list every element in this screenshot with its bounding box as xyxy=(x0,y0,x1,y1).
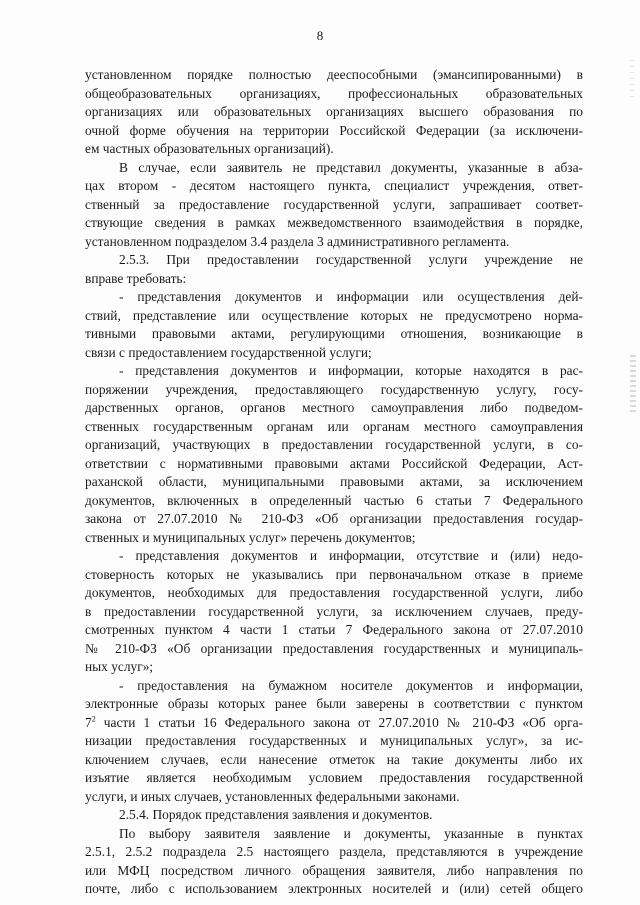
text-line: цах втором - десятом настоящего пункта, специалист учреждения, ответ- xyxy=(85,178,583,193)
text-line xyxy=(85,714,583,733)
scan-artifact xyxy=(630,60,634,100)
text-line: вправе требовать: xyxy=(85,270,187,286)
text-line: 2.5.1, 2.5.2 подраздела 2.5 настоящего раздела, представляются в учреждение xyxy=(85,844,583,859)
text-line: документов, включенных в определенный частью 6 статьи 7 Федерального xyxy=(85,492,583,508)
text-line: дарственных органов, органов местного самоуправления либо подведом- xyxy=(85,400,583,415)
text-line: связи с предоставлением государственной услуги; xyxy=(85,344,372,360)
text-line: - представления документов и информации, отсутствие и (или) недо- xyxy=(119,548,583,563)
text-line: № 210-ФЗ «Об организации предоставления государственных и муниципаль- xyxy=(85,640,583,656)
page-number: 8 xyxy=(316,28,324,43)
document-body xyxy=(85,66,583,899)
text-line: ем частных образовательных организаций). xyxy=(85,141,334,156)
text-line: - предоставления на бумажном носителе документов и информации, xyxy=(119,677,583,693)
text-fragment: 7 xyxy=(85,714,92,730)
text-line: В случае, если заявитель не представил документы, указанные в абза- xyxy=(119,159,583,175)
text-line: ключением случаев, если нанесение отметок на такие документы либо их xyxy=(85,751,583,767)
scan-artifact xyxy=(630,355,636,415)
text-line: изъятие является необходимым условием предоставления государственной xyxy=(85,770,583,785)
text-line: ственных и муниципальных услуг» перечень документов; xyxy=(85,529,416,545)
text-line: ственных государственным органам или органам местного самоуправления xyxy=(85,418,583,434)
text-line: организациях или образовательных организациях высшего образования по xyxy=(85,104,583,119)
superscript: 2 xyxy=(91,714,96,724)
text-line: организаций, участвующих в предоставлении государственной услуги, в со- xyxy=(85,437,583,452)
text-line: или МФЦ посредством личного обращения заявителя, либо направления по xyxy=(85,862,583,878)
text-line: установленном порядке полностью дееспособными (эмансипированными) в xyxy=(85,67,583,82)
text-line: в предоставлении государственной услуги, за исключением случаев, преду- xyxy=(85,603,583,619)
text-line: ных услуг»; xyxy=(85,659,154,674)
text-line: закона от 27.07.2010 № 210-ФЗ «Об организации предоставления государ- xyxy=(85,511,583,526)
text-line: - представления документов и информации, которые находятся в рас- xyxy=(119,363,583,378)
text-line: поряжении учреждения, предоставляющего государственную услугу, госу- xyxy=(85,381,583,397)
text-line: услуги, и иных случаев, установленных федеральными законами. xyxy=(85,788,460,804)
text-line: - представления документов и информации или осуществления дей- xyxy=(119,289,583,304)
text-fragment: части 1 статьи 16 Федерального закона от 27.07.2010 № 210-ФЗ «Об орга- xyxy=(95,714,583,730)
text-line: По выбору заявителя заявление и документы, указанные в пунктах xyxy=(119,825,583,841)
text-line: тивными правовыми актами, регулирующими отношения, возникающие в xyxy=(85,326,583,341)
text-line: 2.5.3. При предоставлении государственной услуги учреждение не xyxy=(119,252,583,267)
text-line: документов, необходимых для предоставления государственной услуги, либо xyxy=(85,585,583,600)
text-line: ственный за предоставление государственной услуги, запрашивает соответ- xyxy=(85,196,583,212)
text-line: смотренных пунктом 4 части 1 статьи 7 Федерального закона от 27.07.2010 xyxy=(85,622,583,637)
text-line: низации предоставления государственных и муниципальных услуг», за ис- xyxy=(85,733,583,748)
text-line: ответствии с нормативными правовыми актами Российской Федерации, Аст- xyxy=(85,455,583,471)
text-line: почте, либо с использованием электронных носителей и (или) сетей общего xyxy=(85,881,583,896)
text-line: установленном подразделом 3.4 раздела 3 административного регламента. xyxy=(85,233,510,249)
text-line: раханской области, муниципальными правовыми актами, за исключением xyxy=(85,474,583,489)
text-line: очной форме обучения на территории Российской Федерации (за исключени- xyxy=(85,122,583,138)
text-line: 2.5.4. Порядок представления заявления и документов. xyxy=(119,807,433,822)
text-line: ствующие сведения в рамках межведомственного взаимодействия в порядке, xyxy=(85,215,583,230)
text-line: общеобразовательных организациях, профессиональных образовательных xyxy=(85,85,583,101)
text-line: стоверность которых не указывались при первоначальном отказе в приеме xyxy=(85,566,583,582)
text-line: электронные образы которых ранее были заверены в соответствии с пунктом xyxy=(85,696,583,711)
text-line: ствий, представление или осуществление которых не предусмотрено норма- xyxy=(85,307,583,323)
